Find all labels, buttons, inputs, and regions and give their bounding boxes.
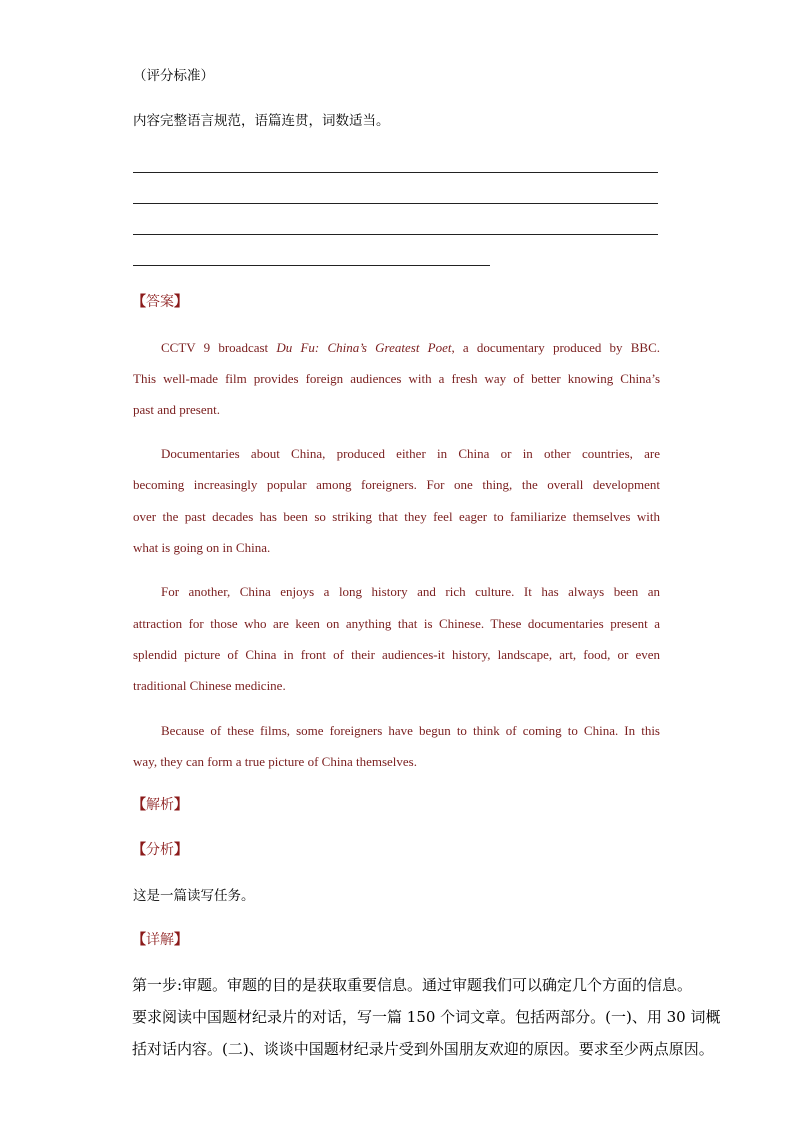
answer-p1-text-b: , a documentary produced by BBC. xyxy=(451,340,660,355)
bracket-close: 】 xyxy=(174,842,188,858)
answer-p4-line-1: Because of these films, some foreigners have begun to think of coming to China. In this xyxy=(161,723,660,738)
detail-heading xyxy=(132,930,188,950)
detail-line-1: 第一步:审题。审题的目的是获取重要信息。通过审题我们可以确定几个方面的信息。 xyxy=(132,976,693,994)
sub-analysis-heading xyxy=(132,840,188,860)
bracket-open: 【 xyxy=(132,294,146,310)
bracket-open: 【 xyxy=(132,932,146,948)
answer-p2-line-4: what is going on in China. xyxy=(133,540,271,555)
bracket-close: 】 xyxy=(174,932,188,948)
writing-line-1 xyxy=(133,172,658,173)
writing-line-4 xyxy=(133,265,490,266)
answer-p2-line-1: Documentaries about China, produced either in China or in other countries, are xyxy=(161,446,660,461)
writing-line-3 xyxy=(133,234,658,235)
bracket-open: 【 xyxy=(132,797,146,813)
answer-p3-line-4: traditional Chinese medicine. xyxy=(133,678,286,693)
detail-line-3: 括对话内容。(二)、谈谈中国题材纪录片受到外国朋友欢迎的原因。要求至少两点原因。 xyxy=(132,1040,714,1058)
rubric-title: （评分标准） xyxy=(133,68,214,84)
answer-p1-line-1 xyxy=(161,338,660,358)
answer-p4-line-2: way, they can form a true picture of China themselves. xyxy=(133,754,417,769)
answer-p3-line-3: splendid picture of China in front of their audiences-it history, landscape, art, food, or even xyxy=(133,647,660,662)
bracket-open: 【 xyxy=(132,842,146,858)
writing-line-2 xyxy=(133,203,658,204)
answer-p3-line-1: For another, China enjoys a long history and rich culture. It has always been an xyxy=(161,584,660,599)
answer-p1-line-3: past and present. xyxy=(133,402,221,417)
answer-p3-line-2: attraction for those who are keen on anything that is Chinese. These documentaries present a xyxy=(133,616,660,631)
detail-line-2: 要求阅读中国题材纪录片的对话，写一篇 150 个词文章。包括两部分。(一)、用 30 词概 xyxy=(132,1008,721,1026)
answer-p1-line-2: This well-made film provides foreign audiences with a fresh way of better knowing China’s xyxy=(133,371,660,386)
bracket-close: 】 xyxy=(174,294,188,310)
detail-label: 详解 xyxy=(146,932,174,948)
analysis-heading xyxy=(132,795,188,815)
answer-p2-line-3: over the past decades has been so striking that they feel eager to familiarize themselves with xyxy=(133,509,660,524)
answer-label: 答案 xyxy=(146,294,174,310)
documentary-title: Du Fu: China’s Greatest Poet xyxy=(276,340,452,355)
sub-analysis-text: 这是一篇读写任务。 xyxy=(133,888,255,904)
bracket-close: 】 xyxy=(174,797,188,813)
rubric-criteria: 内容完整语言规范，语篇连贯，词数适当。 xyxy=(133,113,390,129)
answer-p1-text-a: CCTV 9 broadcast xyxy=(161,340,277,355)
analysis-label: 解析 xyxy=(146,797,174,813)
sub-analysis-label: 分析 xyxy=(146,842,174,858)
answer-heading xyxy=(132,292,188,312)
answer-p2-line-2: becoming increasingly popular among foreigners. For one thing, the overall development xyxy=(133,477,660,492)
